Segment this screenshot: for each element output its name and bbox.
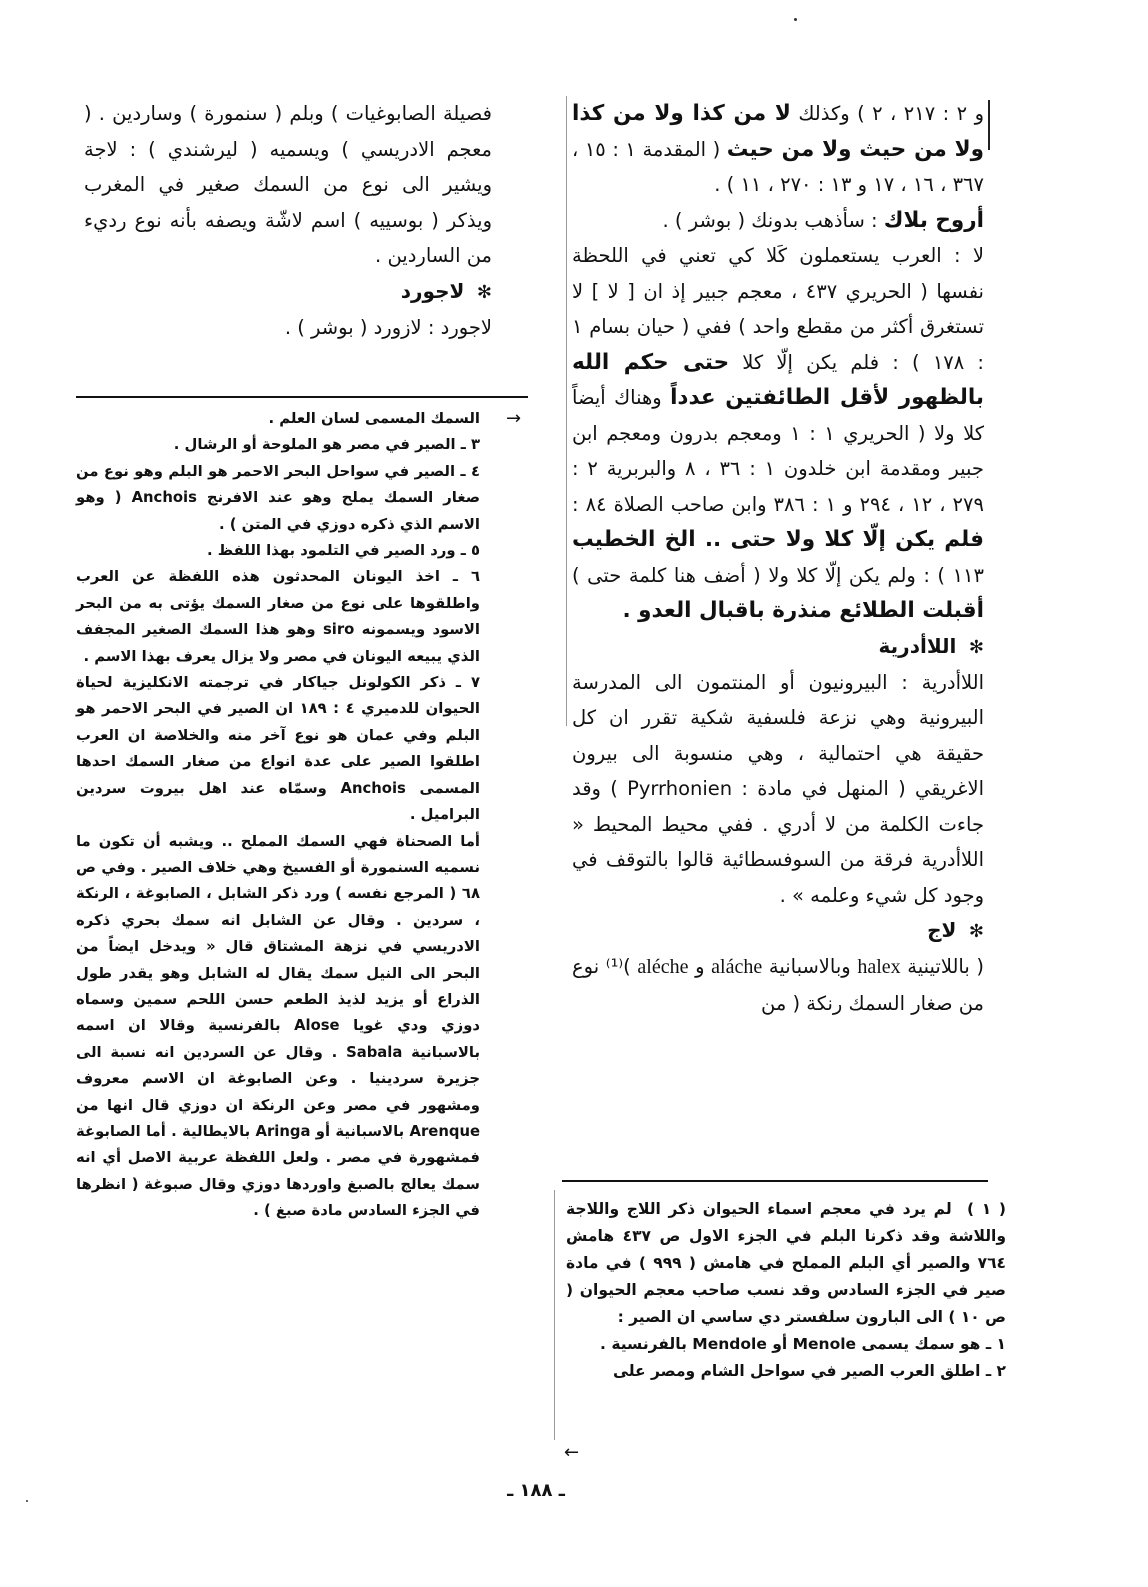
left-column [84, 96, 492, 345]
latin-word: halex [857, 956, 901, 978]
text-run: لا : العرب يستعملون كَلا كي تعني في اللحظة نفسها ( الحريري ٤٣٧ ، معجم جبير إذ ان [ لا ] لا تستغرق أكثر من مقطع واحد ) ففي ( حيان بسام ١ : ١٧٨ ) : فلم يكن إلّا كلا [572, 244, 985, 374]
asterisk-icon: ✻ [464, 281, 492, 303]
latin-word: aléche [637, 956, 689, 978]
scan-speck [26, 1500, 28, 1502]
text-run: ( المقدمة ١ : ١٥ ، [572, 137, 727, 161]
footnote-rule [76, 396, 528, 398]
margin-bar [554, 1190, 555, 1440]
right-footnotes [566, 1196, 1006, 1385]
footnote-item: ٢ ـ اطلق العرب الصير في سواحل الشام ومصر على [613, 1362, 1006, 1380]
right-paragraph-1 [572, 96, 984, 203]
left-paragraph-2: لاجورد : لازورد ( بوشر ) . [284, 315, 492, 339]
text-run: : سأذهب بدونك ( بوشر ) . [662, 208, 884, 232]
asterisk-icon: ✻ [956, 636, 984, 658]
continuation-arrow-icon: → [506, 408, 522, 429]
footnote-text: لم يرد في معجم اسماء الحيوان ذكر اللاج واللاجة واللاشة وقد ذكرنا البلم في الجزء الاول ص ٤٣٧ هامش ٧٦٤ والصير أي البلم المملح في هامش ( ٩٩٩ ) في مادة صير في الجزء السادس وقد نسب صاحب معجم الحيوان ( ص ١٠ ) الى البارون سلفستر دي ساسي ان الصير : [566, 1200, 1007, 1326]
text-run: ١١٣ ) : ولم يكن إلّا كلا ولا ( أضف هنا كلمة حتى ) [572, 563, 984, 587]
asterisk-icon: ✻ [956, 921, 984, 942]
footnote-item: ٣ ـ الصير في مصر هو الملوحة أو الرشال . [173, 436, 480, 454]
right-paragraph-5: ( باللاتينية halex وبالاسبانية aláche و aléche )⁽¹⁾ نوع من صغار السمك رنكة ( من [572, 955, 984, 1015]
page-number: ـ ١٨٨ ـ [507, 1480, 565, 1501]
quote-phrase: حتى حكم الله بالظهور لأقل الطائفتين عدداً [572, 349, 984, 410]
text-run: ٣٦٧ ، ١٦ ، ١٧ و ١٣ : ٢٧٠ ، ١١ ) . [714, 173, 984, 196]
left-paragraph-1: فصيلة الصابوغيات ) وبلم ( سنمورة ) وساردين . ( معجم الادريسي ) ويسميه ( ليرشندي ) : لاجة ويشير الى نوع من السمك صغير في المغرب ويذكر ( بوسييه ) اسم لاشّة ويصفه بأنه نوع رديء من الساردين . [84, 102, 492, 267]
entry-term: أروح بلاك [883, 207, 984, 233]
quote-phrase: فلم يكن إلّا كلا ولا حتى .. الخ الخطيب [572, 527, 984, 552]
footnote-1 [566, 1196, 1006, 1331]
right-paragraph-3 [572, 238, 984, 629]
text-run: و ٢ : ٢١٧ ، ٢ ) وكذلك [790, 102, 985, 125]
margin-bar [988, 100, 990, 150]
footnote-item: ٦ ـ اخذ اليونان المحدثون هذه اللفظة عن العرب واطلقوها على نوع من صغار السمك يؤتى به من البحر الاسود ويسمونه siro وهو هذا السمك الصغير المجفف الذي يبيعه اليونان في مصر ولا يزال يعرف بهذا الاسم . [76, 568, 480, 665]
right-column [572, 96, 984, 1021]
text-run: وهناك أيضاً كلا ولا ( الحريري ١ : ١ ومعجم بدرون ومعجم ابن جبير ومقدمة ابن خلدون ١ : ٣٦ ، ٨ والبربرية ٢ : ٢٧٩ ، ١٢ ، ٢٩٤ و ١ : ٣٨٦ وابن صاحب الصلاة ٨٤ : [572, 386, 985, 516]
footnote-item: ٥ ـ ورد الصير في التلمود بهذا اللفظ . [207, 542, 480, 560]
right-paragraph-4: اللاأدرية : البيرونيون أو المنتمون الى المدرسة البيرونية وهي نزعة فلسفية شكية تقرر ان كل حقيقة هي احتمالية ، وهي منسوبة الى بيرون الاغريقي ( المنهل في مادة : Pyrrhonien ) وقد جاءت الكلمة من لا أدري . ففي محيط المحيط « اللاأدرية فرقة من السوفسطائية قالوا بالتوقف في وجود كل شيء وعلمه » . [572, 670, 984, 907]
left-footnotes [76, 406, 480, 1225]
footnote-item: ٤ ـ الصير في سواحل البحر الاحمر هو البلم وهو نوع من صغار السمك يملح وهو عند الافرنج Anchois ( وهو الاسم الذي ذكره دوزي في المتن ) . [76, 462, 480, 533]
footnote-paragraph: أما الصحناة فهي السمك المملح .. ويشبه أن تكون ما نسميه السنمورة أو الفسيخ وهي خلاف الصير . وفي ص ٦٨ ( المرجع نفسه ) ورد ذكر الشابل ، الصابوغة ، الرنكة ، سردين . وقال عن الشابل انه سمك بحري ذكره الادريسي في نزهة المشتاق قال « ويدخل ايضاً من البحر الى النيل سمك يقال له الشابل وهو يقدر طول الذراع أو يزيد لذيذ الطعم حسن اللحم سمين وسماه دوزي ودي غويا Alose بالفرنسية وقالا ان اسمه بالاسبانية Sabala . وقال عن السردين انه نسبة الى جزيرة سردينيا . وعن الصابوغة ان الاسم معروف ومشهور في مصر وعن الرنكة ان دوزي قال انها من Arenque بالاسبانية أو Aringa بالايطالية . أما الصابوغة فمشهورة في مصر . ولعل اللفظة عربية الاصل أي انه سمك يعالج بالصبغ واوردها دوزي وقال صبوغة ( انظرها في الجزء السادس مادة صبغ ) . [76, 832, 481, 1220]
bold-phrase: ولا من حيث ولا من حيث [726, 136, 984, 162]
entry-heading-lajward: ✻ لاجورد [400, 278, 492, 303]
entry-heading-laadriya: ✻ اللاأدرية [878, 633, 984, 658]
footnote-item: ٧ ـ ذكر الكولونل جياكار في ترجمته الانكليزية لحياة الحيوان للدميري ٤ : ١٨٩ ان الصير في البحر الاحمر هو البلم وفي عمان هو نوع آخر منه والخلاصة ان العرب اطلقوا الصير على عدة انواع من صغار السمك احدها المسمى Anchois وسمّاه عند اهل بيروت سردين البراميل . [76, 674, 480, 824]
continuation-arrow-icon: ← [564, 1442, 580, 1463]
entry-heading-laj: ✻ لاج [927, 918, 984, 942]
scan-speck [794, 18, 797, 21]
margin-bar [566, 96, 567, 726]
latin-word: aláche [711, 956, 763, 978]
footnote-rule [562, 1180, 988, 1182]
quote-phrase: أقبلت الطلائع منذرة باقبال العدو . [622, 598, 984, 623]
footnote-line: السمك المسمى لسان العلم . [268, 410, 480, 427]
footnote-item: ١ ـ هو سمك يسمى Menole أو Mendole بالفرنسية . [600, 1335, 1006, 1353]
right-paragraph-2 [572, 203, 984, 239]
footnote-number: ( ١ ) [967, 1200, 1007, 1218]
bold-phrase: لا من كذا ولا من كذا [572, 101, 791, 126]
